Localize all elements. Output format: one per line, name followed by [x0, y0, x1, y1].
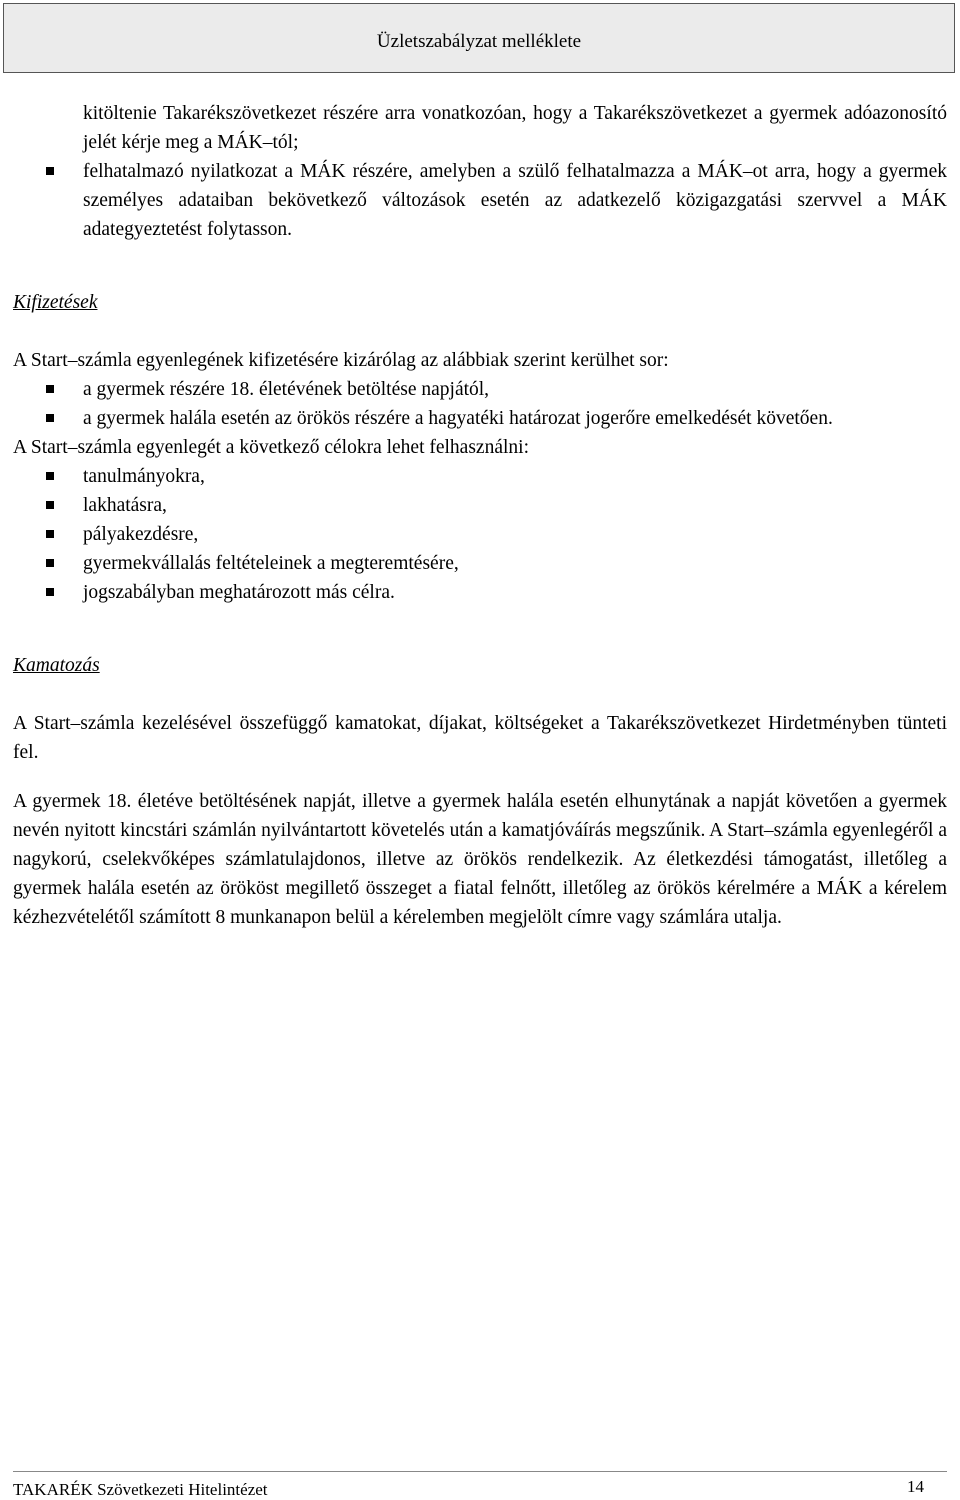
- square-bullet-icon: [46, 530, 54, 538]
- list-item-text: pályakezdésre,: [83, 524, 199, 545]
- list-item-text: a gyermek részére 18. életévének betöltése napjától,: [83, 379, 490, 400]
- square-bullet-icon: [46, 501, 54, 509]
- list-item-text: gyermekvállalás feltételeinek a megteremtésére,: [83, 553, 459, 574]
- list-item: [13, 578, 947, 607]
- list-item: [13, 404, 947, 433]
- square-bullet-icon: [46, 167, 54, 175]
- list-item-text: tanulmányokra,: [83, 466, 205, 487]
- list-item: [13, 157, 947, 244]
- header-title: Üzletszabályzat melléklete: [376, 31, 582, 52]
- section-heading-kamatozas: Kamatozás: [13, 655, 100, 676]
- usage-intro: A Start–számla egyenlegét a következő célokra lehet felhasználni:: [13, 437, 529, 458]
- square-bullet-icon: [46, 588, 54, 596]
- list-item: [13, 549, 947, 578]
- square-bullet-icon: [46, 385, 54, 393]
- list-item-text: lakhatásra,: [83, 495, 167, 516]
- square-bullet-icon: [46, 559, 54, 567]
- square-bullet-icon: [46, 472, 54, 480]
- page-header: [3, 3, 955, 73]
- kifizetesek-intro: A Start–számla egyenlegének kifizetésére kizárólag az alábbiak szerint kerülhet sor:: [13, 350, 669, 371]
- list-item-text: felhatalmazó nyilatkozat a MÁK részére, amelyben a szülő felhatalmazza a MÁK–ot arra, hogy a gyermek személyes adataiban bekövetkező változások esetén az adatkezelő közigazgatási szervvel a MÁK adategyeztetést folytasson.: [83, 161, 947, 240]
- list-item: [13, 462, 947, 491]
- list-item-text: jogszabályban meghatározott más célra.: [83, 582, 395, 603]
- intro-continuation: kitöltenie Takarékszövetkezet részére arra vonatkozóan, hogy a Takarékszövetkezet a gyermek adóazonosító jelét kérje meg a MÁK–tól;: [83, 103, 947, 153]
- list-item-text: a gyermek halála esetén az örökös részére a hagyatéki határozat jogerőre emelkedését követően.: [83, 408, 833, 429]
- footer-divider: [13, 1471, 947, 1472]
- list-item: [13, 375, 947, 404]
- section-heading-kifizetesek: Kifizetések: [13, 292, 98, 313]
- footer-institution: TAKARÉK Szövetkezeti Hitelintézet: [13, 1480, 268, 1499]
- square-bullet-icon: [46, 414, 54, 422]
- kamatozas-paragraph-1: A Start–számla kezelésével összefüggő kamatokat, díjakat, költségeket a Takarékszövetkezet Hirdetményben tünteti fel.: [13, 713, 947, 763]
- kamatozas-paragraph-2: A gyermek 18. életéve betöltésének napját, illetve a gyermek halála esetén elhunytának a napját követően a gyermek nevén nyitott kincstári számlán nyilvántartott követelés után a kamatjóváírás megszűnik. A Start–számla egyenlegéről a nagykorú, cselekvőképes számlatulajdonos, illetve az örökös rendelkezik. Az életkezdési támogatást, illetőleg a gyermek halála esetén az örököst megillető összeget a fiatal felnőtt, illetőleg az örökös kérelmére a MÁK a kérelem kézhezvételétől számított 8 munkanapon belül a kérelemben megjelölt címre vagy számlára utalja.: [13, 791, 947, 928]
- kifizetesek-bullet-list: [13, 375, 947, 433]
- intro-bullet-list: [13, 157, 947, 244]
- list-item: [13, 520, 947, 549]
- document-body: [13, 99, 947, 932]
- page-number: 14: [907, 1477, 924, 1496]
- usage-bullet-list: [13, 462, 947, 607]
- list-item: [13, 491, 947, 520]
